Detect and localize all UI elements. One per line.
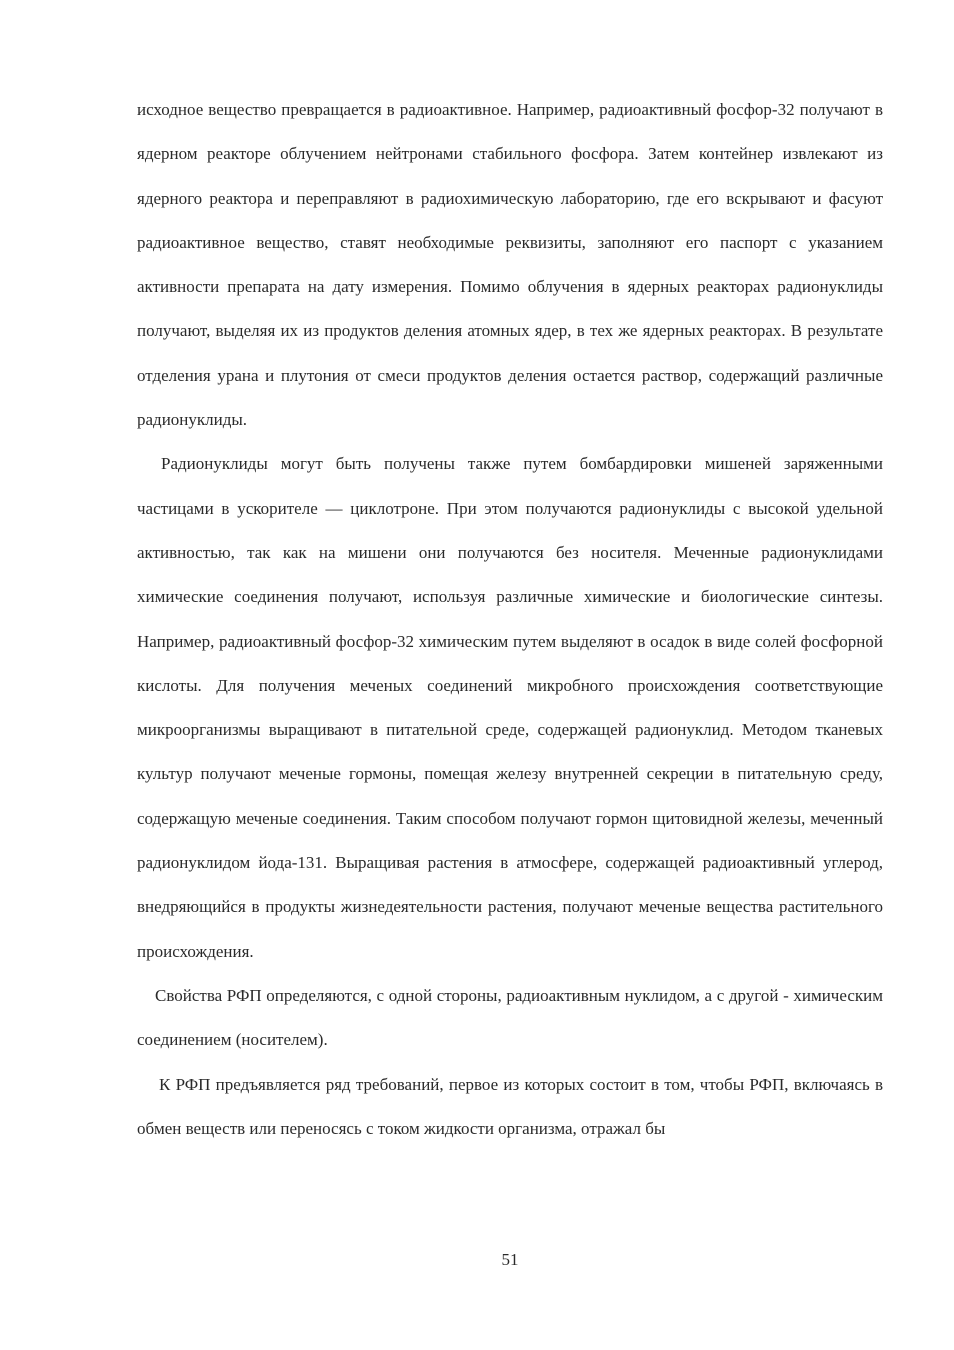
paragraph-1: исходное вещество превращается в радиоактивное. Например, радиоактивный фосфор-32 получают в ядерном реакторе облучением нейтронами стабильного фосфора. Затем контейнер извлекают из ядерного реактора и переправляют в радиохимическую лабораторию, где его вскрывают и фасуют радиоактивное вещество, ставят необходимые реквизиты, заполняют его паспорт с указанием активности препарата на дату измерения. Помимо облучения в ядерных реакторах радионуклиды получают, выделяя их из продуктов деления атомных ядер, в тех же ядерных реакторах. В результате отделения урана и плутония от смеси продуктов деления остается раствор, содержащий различные радионуклиды. xyxy=(137,100,883,430)
body-text xyxy=(137,88,883,1151)
page-number: 51 xyxy=(501,1250,519,1269)
paragraph-2: Радионуклиды могут быть получены также путем бомбардировки мишеней заряженными частицами в ускорителе — циклотроне. При этом получаются радионуклиды с высокой удельной активностью, так как на мишени они получаются без носителя. Меченные радионуклидами химические соединения получают, используя различные химические и биологические синтезы. Например, радиоактивный фосфор-32 химическим путем выделяют в осадок в виде солей фосфорной кислоты. Для получения меченых соединений микробного происхождения соответствующие микроорганизмы выращивают в питательной среде, содержащей радионуклид. Методом тканевых культур получают меченые гормоны, помещая железу внутренней секреции в питательную среду, содержащую меченые соединения. Таким способом получают гормон щитовидной железы, меченный радионуклидом йода-131. Выращивая растения в атмосфере, содержащей радиоактивный углерод, внедряющийся в продукты жизнедеятельности растения, получают меченые вещества растительного происхождения. xyxy=(137,454,883,961)
paragraph-3: Свойства РФП определяются, с одной стороны, радиоактивным нуклидом, а с другой - химическим соединением (носителем). xyxy=(137,985,883,1050)
paragraph-4: К РФП предъявляется ряд требований, первое из которых состоит в том, чтобы РФП, включаясь в обмен веществ или переносясь с током жидкости организма, отражал бы xyxy=(137,1074,883,1138)
